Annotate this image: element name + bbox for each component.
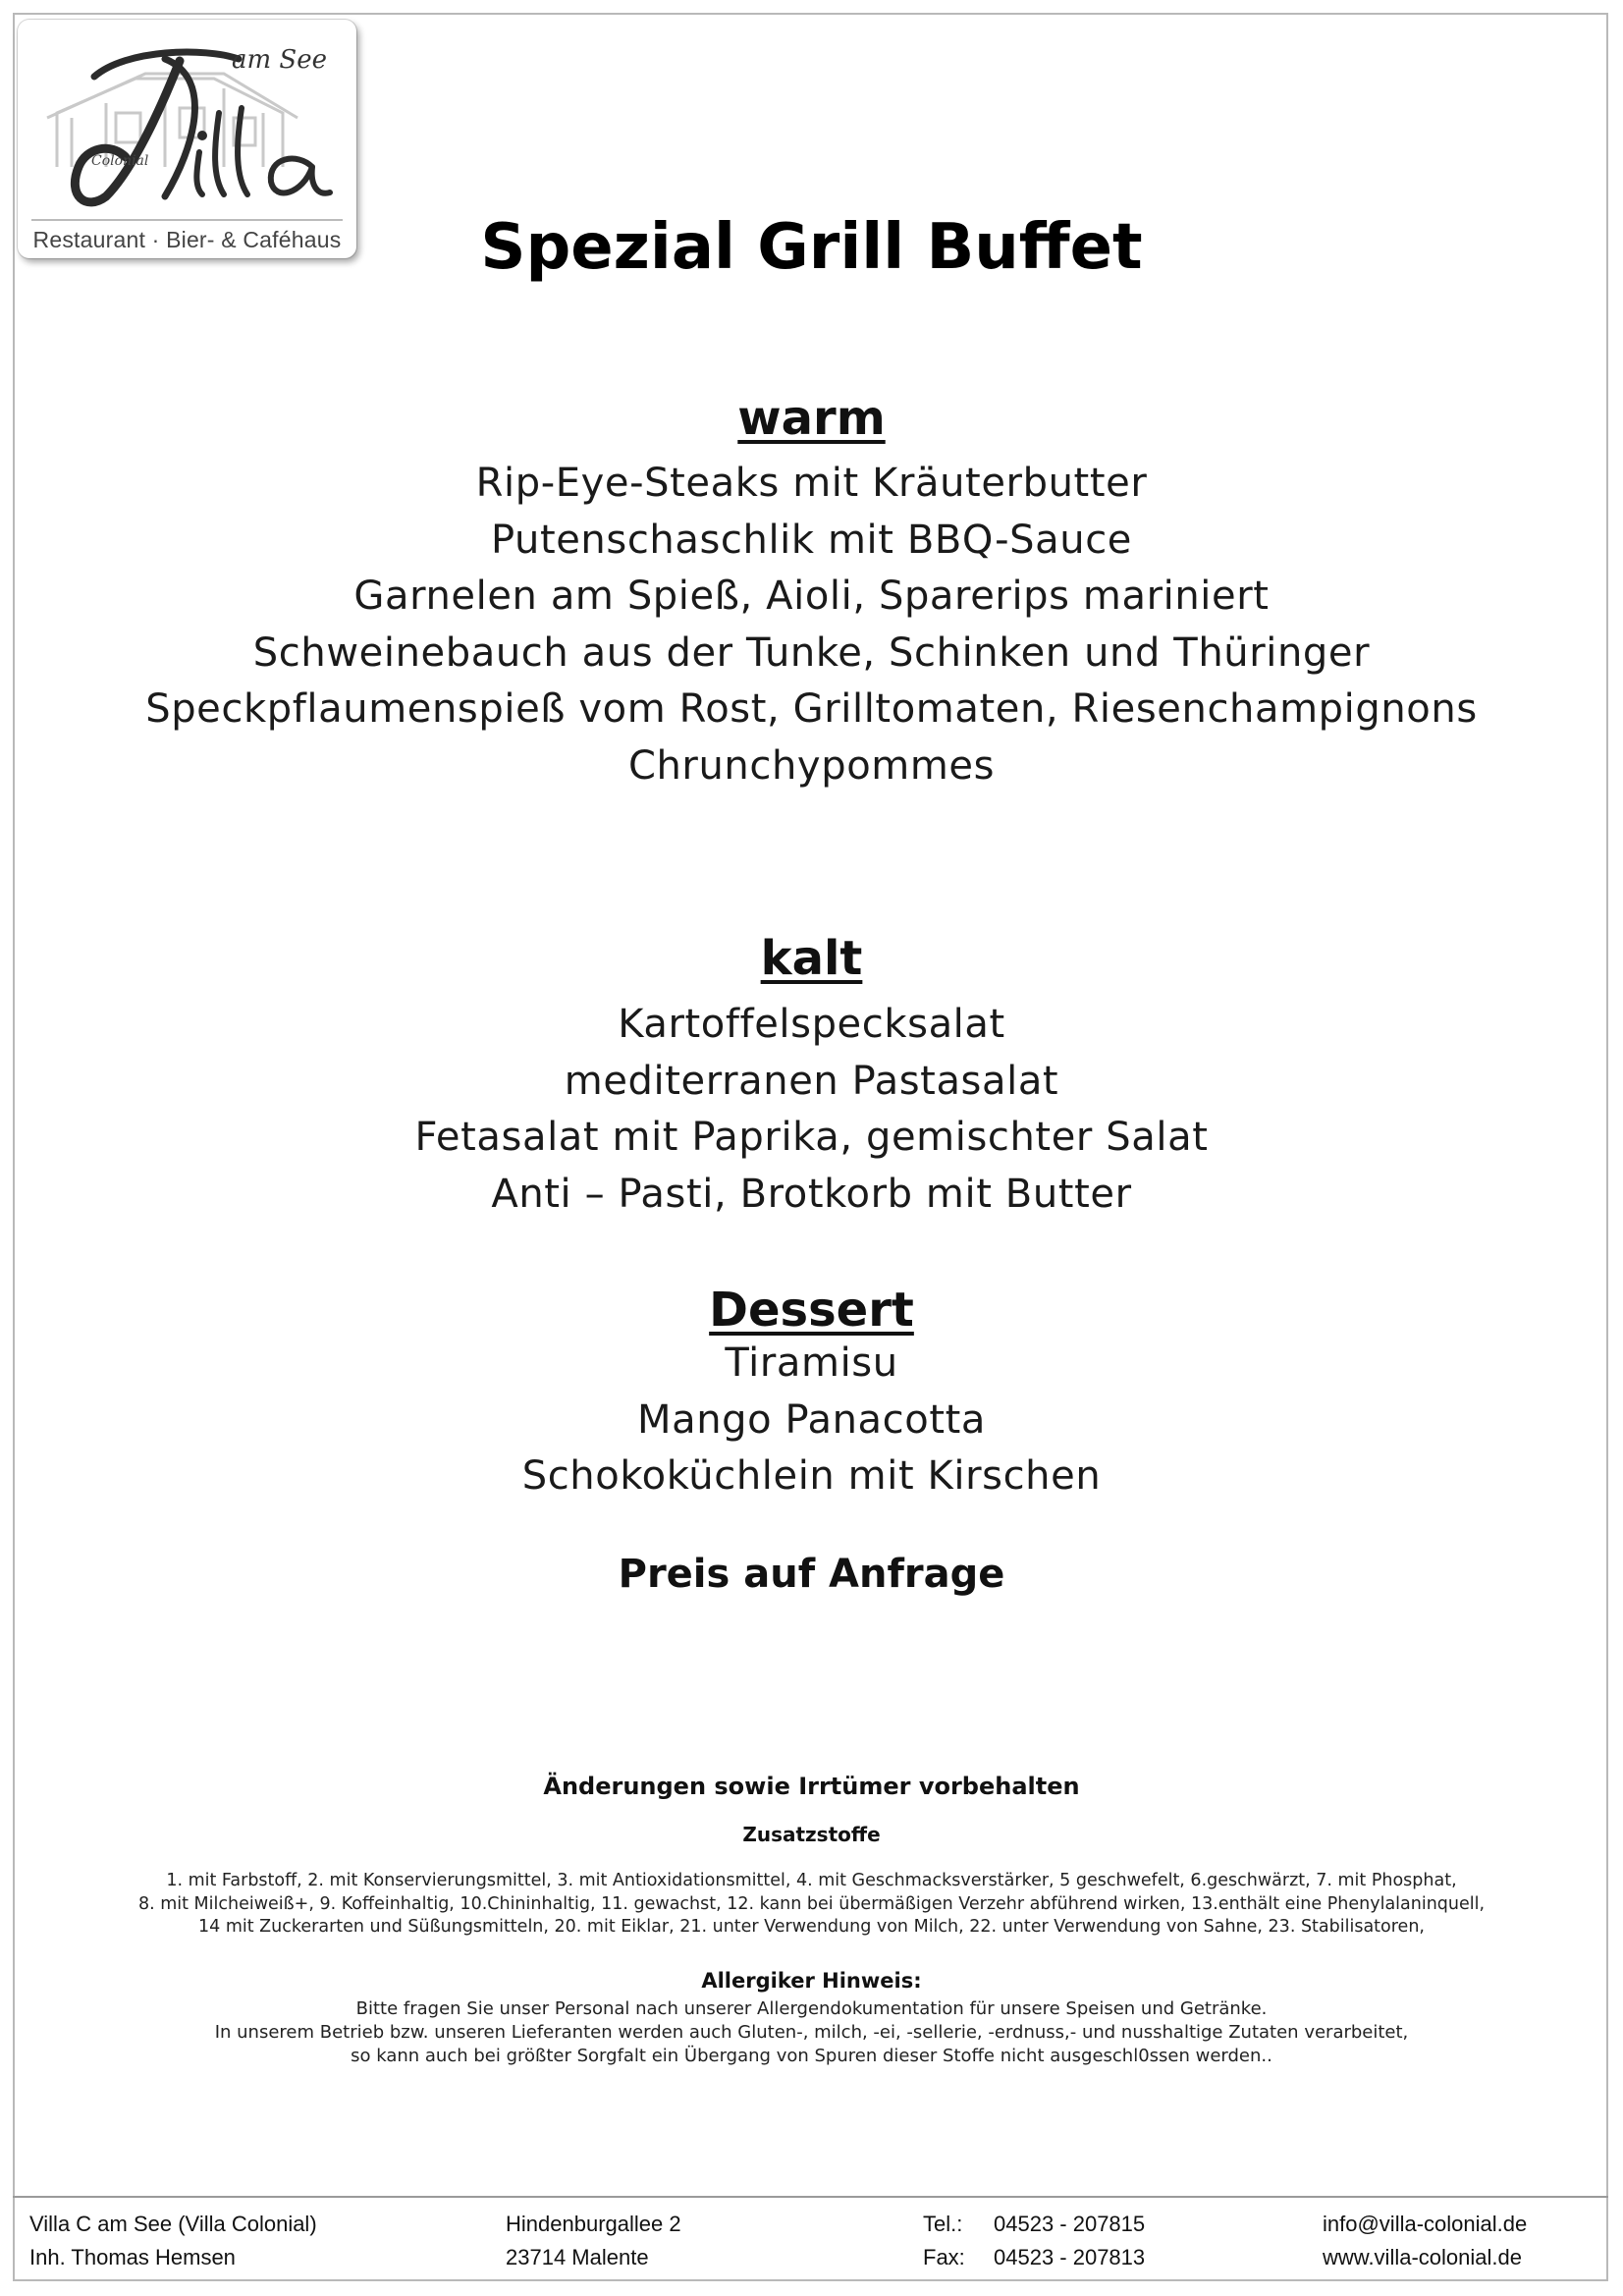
allergy-heading: Allergiker Hinweis: (701, 1969, 922, 1993)
menu-item: Rip-Eye-Steaks mit Kräuterbutter (475, 461, 1148, 506)
menu-item: Mango Panacotta (637, 1396, 986, 1443)
additives-line: 1. mit Farbstoff, 2. mit Konservierungsmittel, 3. mit Antioxidationsmittel, 4. mit Geschmacksverstärker, 5 geschwefelt, 6.geschwärzt, 7. mit Phosphat, (166, 1871, 1457, 1890)
footer-fax: 04523 - 207813 (994, 2245, 1146, 2269)
menu-item: Speckpflaumenspieß vom Rost, Grilltomaten, Riesenchampignons (145, 686, 1478, 733)
additives-line: 14 mit Zuckerarten und Süßungsmitteln, 20. mit Eiklar, 21. unter Verwendung von Milch, 22. unter Verwendung von Sahne, 23. Stabilisatoren, (198, 1917, 1425, 1937)
section-heading-warm: warm (737, 391, 886, 446)
additives-heading: Zusatzstoffe (742, 1823, 881, 1846)
menu-item: Chrunchypommes (627, 742, 996, 789)
dessert-items (0, 1336, 1623, 1505)
changes-disclaimer: Änderungen sowie Irrtümer vorbehalten (543, 1773, 1080, 1800)
logo-tagline: Restaurant · Bier- & Caféhaus (31, 219, 343, 253)
footer-web[interactable]: www.villa-colonial.de (1323, 2245, 1522, 2269)
page-title: Spezial Grill Buffet (480, 211, 1143, 284)
menu-item: Kartoffelspecksalat (618, 1002, 1005, 1047)
footer-owner: Inh. Thomas Hemsen (29, 2245, 236, 2269)
logo-colonial: Colonial (91, 153, 149, 169)
menu-item: Garnelen am Spieß, Aioli, Sparerips mariniert (353, 574, 1270, 620)
menu-item: Putenschaschlik mit BBQ-Sauce (490, 517, 1133, 563)
menu-item: Tiramisu (725, 1340, 898, 1386)
warm-items (0, 456, 1623, 795)
footer-city: 23714 Malente (506, 2245, 649, 2269)
allergy-text (39, 1997, 1584, 2068)
additives-line: 8. mit Milcheiweiß+, 9. Koffeinhaltig, 10.Chininhaltig, 11. gewachst, 12. kann bei übermäßigen Verzehr abführend wirken, 13.enthält eine Phenylalaninquell, (137, 1893, 1486, 1914)
allergy-line: Bitte fragen Sie unser Personal nach unserer Allergendokumentation für unsere Speisen und Getränke. (355, 1998, 1268, 2019)
menu-item: Schweinebauch aus der Tunke, Schinken und Thüringer (252, 629, 1371, 676)
additives-list (39, 1870, 1584, 1940)
footer-divider (13, 2196, 1608, 2198)
menu-item: Schokoküchlein mit Kirschen (521, 1453, 1102, 1500)
footer-tel-label: Tel.: (923, 2212, 963, 2236)
menu-item: mediterranen Pastasalat (564, 1058, 1059, 1104)
section-heading-dessert: Dessert (709, 1283, 914, 1338)
section-heading-kalt: kalt (760, 931, 863, 986)
price-note: Preis auf Anfrage (618, 1552, 1005, 1597)
menu-item: Anti – Pasti, Brotkorb mit Butter (491, 1171, 1132, 1217)
footer-street: Hindenburgallee 2 (506, 2212, 681, 2236)
menu-item: Fetasalat mit Paprika, gemischter Salat (414, 1115, 1209, 1161)
allergy-line: In unserem Betrieb bzw. unseren Lieferanten werden auch Gluten-, milch, -ei, -sellerie, -erdnuss,- und nusshaltige Zutaten verarbeitet, (214, 2022, 1409, 2043)
allergy-line: so kann auch bei größter Sorgfalt ein Übergang von Spuren dieser Stoffe nicht ausgeschl0ssen werden.. (351, 2046, 1272, 2066)
footer-name: Villa C am See (Villa Colonial) (29, 2212, 317, 2236)
kalt-items (0, 997, 1623, 1223)
footer-email[interactable]: info@villa-colonial.de (1323, 2212, 1528, 2236)
footer-fax-label: Fax: (923, 2245, 965, 2269)
logo-am-see: am See (232, 45, 328, 75)
footer-tel[interactable]: 04523 - 207815 (994, 2212, 1146, 2236)
